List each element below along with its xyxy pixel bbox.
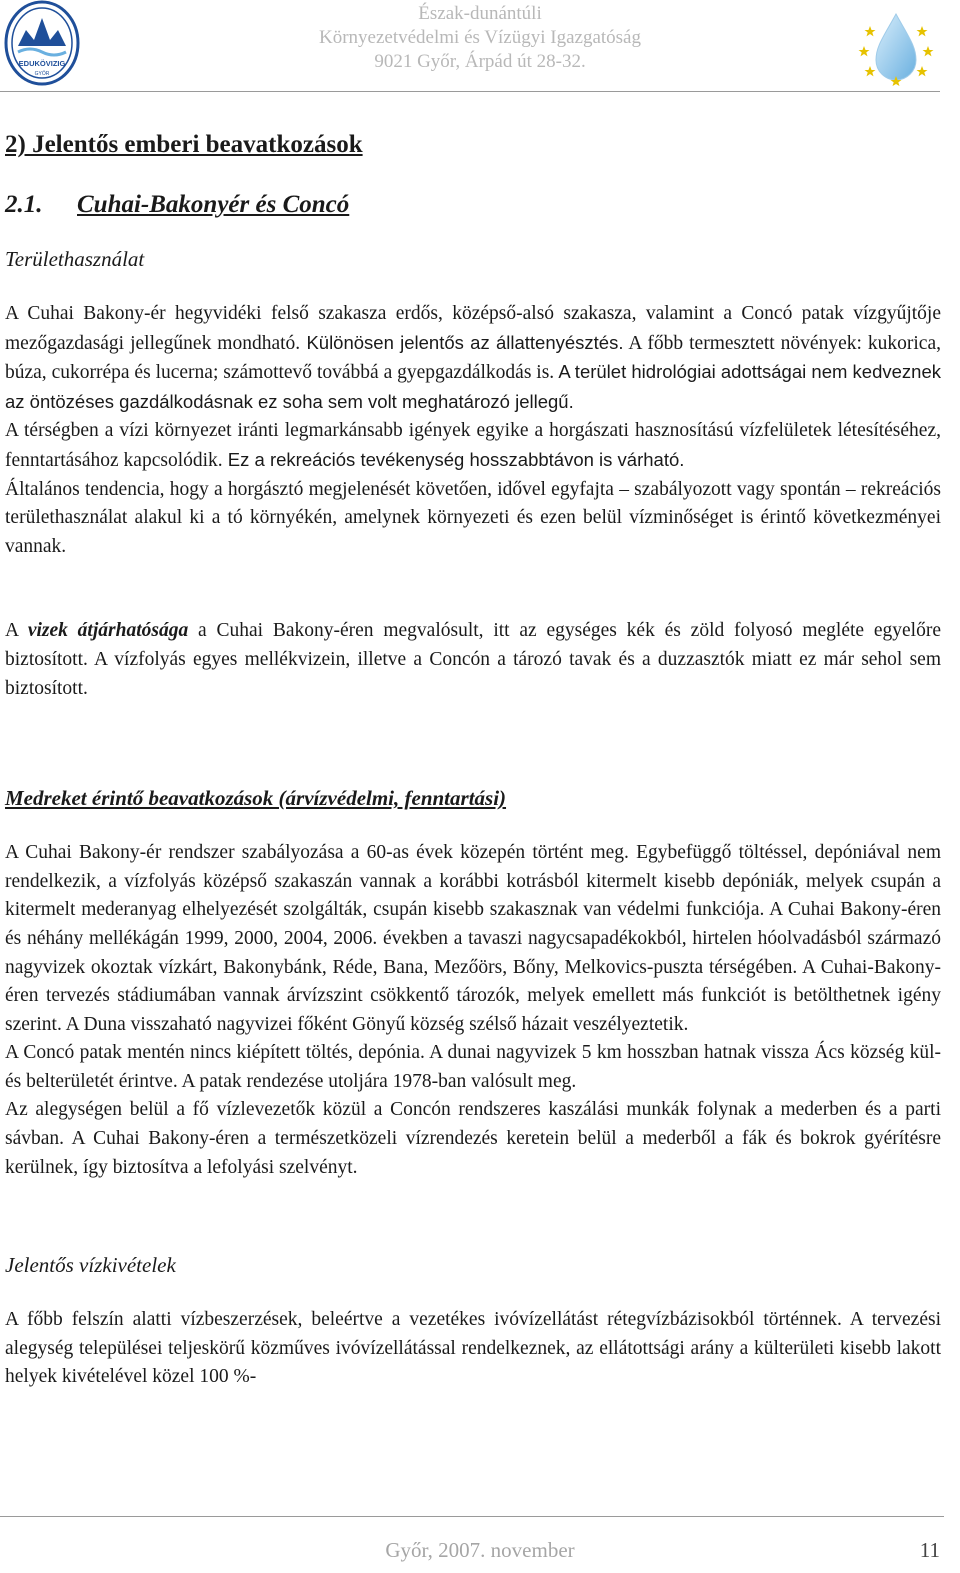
land-use-text-c: A főbb termesztett növények: kukorica, búza, cukorrépa és lucerna; számottevő továbbá a gyepgazdálkodás is. (5, 332, 941, 384)
passability-post: a Cuhai Bakony-éren megvalósult, itt az egységes kék és zöld folyosó megléte egyelőre biztosított. A vízfolyás egyes mellékvizein, illetve a Concón a tározó tavak és a duzzasztók miatt ez már sehol sem biztosított. (5, 620, 941, 699)
paragraph-regulation: A Cuhai Bakony-ér rendszer szabályozása a 60-as évek közepén történt meg. Egybefüggő töltéssel, depóniával nem rendelkezik, a vízfolyás középső szakaszán vannak a korábbi kotrásból kitermelt kisebb depóniák, melyek csupán a kitermelt mederanyag elhelyezését szolgálták, csupán kisebb szakasznak van védelmi funkciója. A Cuhai Bakony-éren és néhány mellékágán 1999, 2000, 2004, 2006. években a tavaszi nagycsapadékokból, hirtelen hóolvadásból származó nagyvizek okoztak vízkárt, Bakonybánk, Réde, Bana, Mezőörs, Bőny, Melkovics-puszta térségében. A Cuhai-Bakony-éren tervezés stádiumában vannak árvízszint csökkentő tározók, melyek emellett más funkciót is betölthetnek igény szerint. A Duna visszaható nagyvizei főként Gönyű község szélső házait veszélyeztetik. (5, 842, 941, 1035)
header-divider (0, 91, 940, 92)
subheading-riverbed: Medreket érintő beavatkozások (árvízvédelmi, fenntartási) (5, 786, 507, 811)
page-header (0, 0, 960, 96)
paragraph-abstraction: A főbb felszín alatti vízbeszerzések, beleértve a vezetékes ivóvízellátást rétegvízbázisokból történnek. A tervezési alegység települései teljeskörű közműves ivóvízellátással rendelkeznek, az ellátottsági arány a külterületi kisebb lakott helyek kivételével közel 100 %- (5, 1309, 941, 1388)
water-drop-stars-icon (856, 6, 936, 86)
logo-text: EDUKÖVIZIG (18, 59, 66, 68)
org-name-line2: Környezetvédelmi és Vízügyi Igazgatóság (318, 27, 641, 48)
paragraph-passability (5, 617, 941, 703)
paragraph-conco: A Concó patak mentén nincs kiépített töltés, depónia. A dunai nagyvizek 5 km hosszban hatnak vissza Ács község kül- és belterületét érintve. A patak rendezése utoljára 1978-ban valósult meg. (5, 1042, 941, 1092)
section-heading (5, 188, 941, 222)
page-content (5, 128, 941, 1392)
land-use-text-d: A terület hidrológiai adottságai nem kedveznek az öntözéses gazdálkodásnak ez soha sem volt meghatározó jellegű. (5, 361, 941, 412)
land-use-text-b: Különösen jelentős az állattenyésztés. (300, 331, 624, 353)
land-use-text-a: A Cuhai Bakony-ér hegyvidéki felső szakasza erdős, középső-alsó szakasza, valamint a Concó patak vízgyűjtője mezőgazdasági jellegűnek mondható. (5, 303, 941, 354)
passability-emphasis: vizek átjárhatósága (27, 620, 189, 642)
fishing-text-a: A térségben a vízi környezet iránti legmarkánsabb igények egyike a horgászati hasznosítású vízfelületek létesítéséhez, fenntartásához kapcsolódik. (5, 420, 941, 471)
subheading-land-use: Területhasználat (5, 247, 145, 271)
section-number: 2.1. (5, 191, 43, 218)
logo-city: GYŐR (34, 71, 50, 77)
org-name-line1: Észak-dunántúli (418, 3, 542, 24)
paragraph-maintenance: Az alegységen belül a fő vízlevezetők közül a Concón rendszeres kaszálási munkák folynak a mederben és a parti sávban. A Cuhai Bakony-éren a természetközeli vízrendezés keretein belül a mederből a fák és bokrok gyérítésre kerülnek, így biztosítva a lefolyási szelvényt. (5, 1099, 941, 1178)
paragraph-land-use (5, 300, 941, 417)
footer-divider (0, 1516, 944, 1517)
paragraph-recreation: Általános tendencia, hogy a horgásztó megjelenését követően, idővel egyfajta – szabályozott vagy spontán – rekreációs területhasználat alakul ki a tó környékén, amelynek környezeti és ezen belül vízminőséget is érintő következményei vannak. (5, 478, 941, 557)
page-number: 11 (919, 1538, 940, 1562)
section-title: Cuhai-Bakonyér és Concó (77, 191, 350, 218)
fishing-text-b: Ez a rekreációs tevékenység hosszabbtávon is várható. (222, 448, 685, 470)
passability-pre: A (5, 620, 28, 642)
paragraph-fishing (5, 417, 941, 475)
footer-place-date: Győr, 2007. november (385, 1538, 575, 1562)
org-address: 9021 Győr, Árpád út 28-32. (374, 51, 586, 72)
subheading-abstraction: Jelentős vízkivételek (5, 1253, 176, 1278)
chapter-title: 2) Jelentős emberi beavatkozások (5, 131, 363, 158)
